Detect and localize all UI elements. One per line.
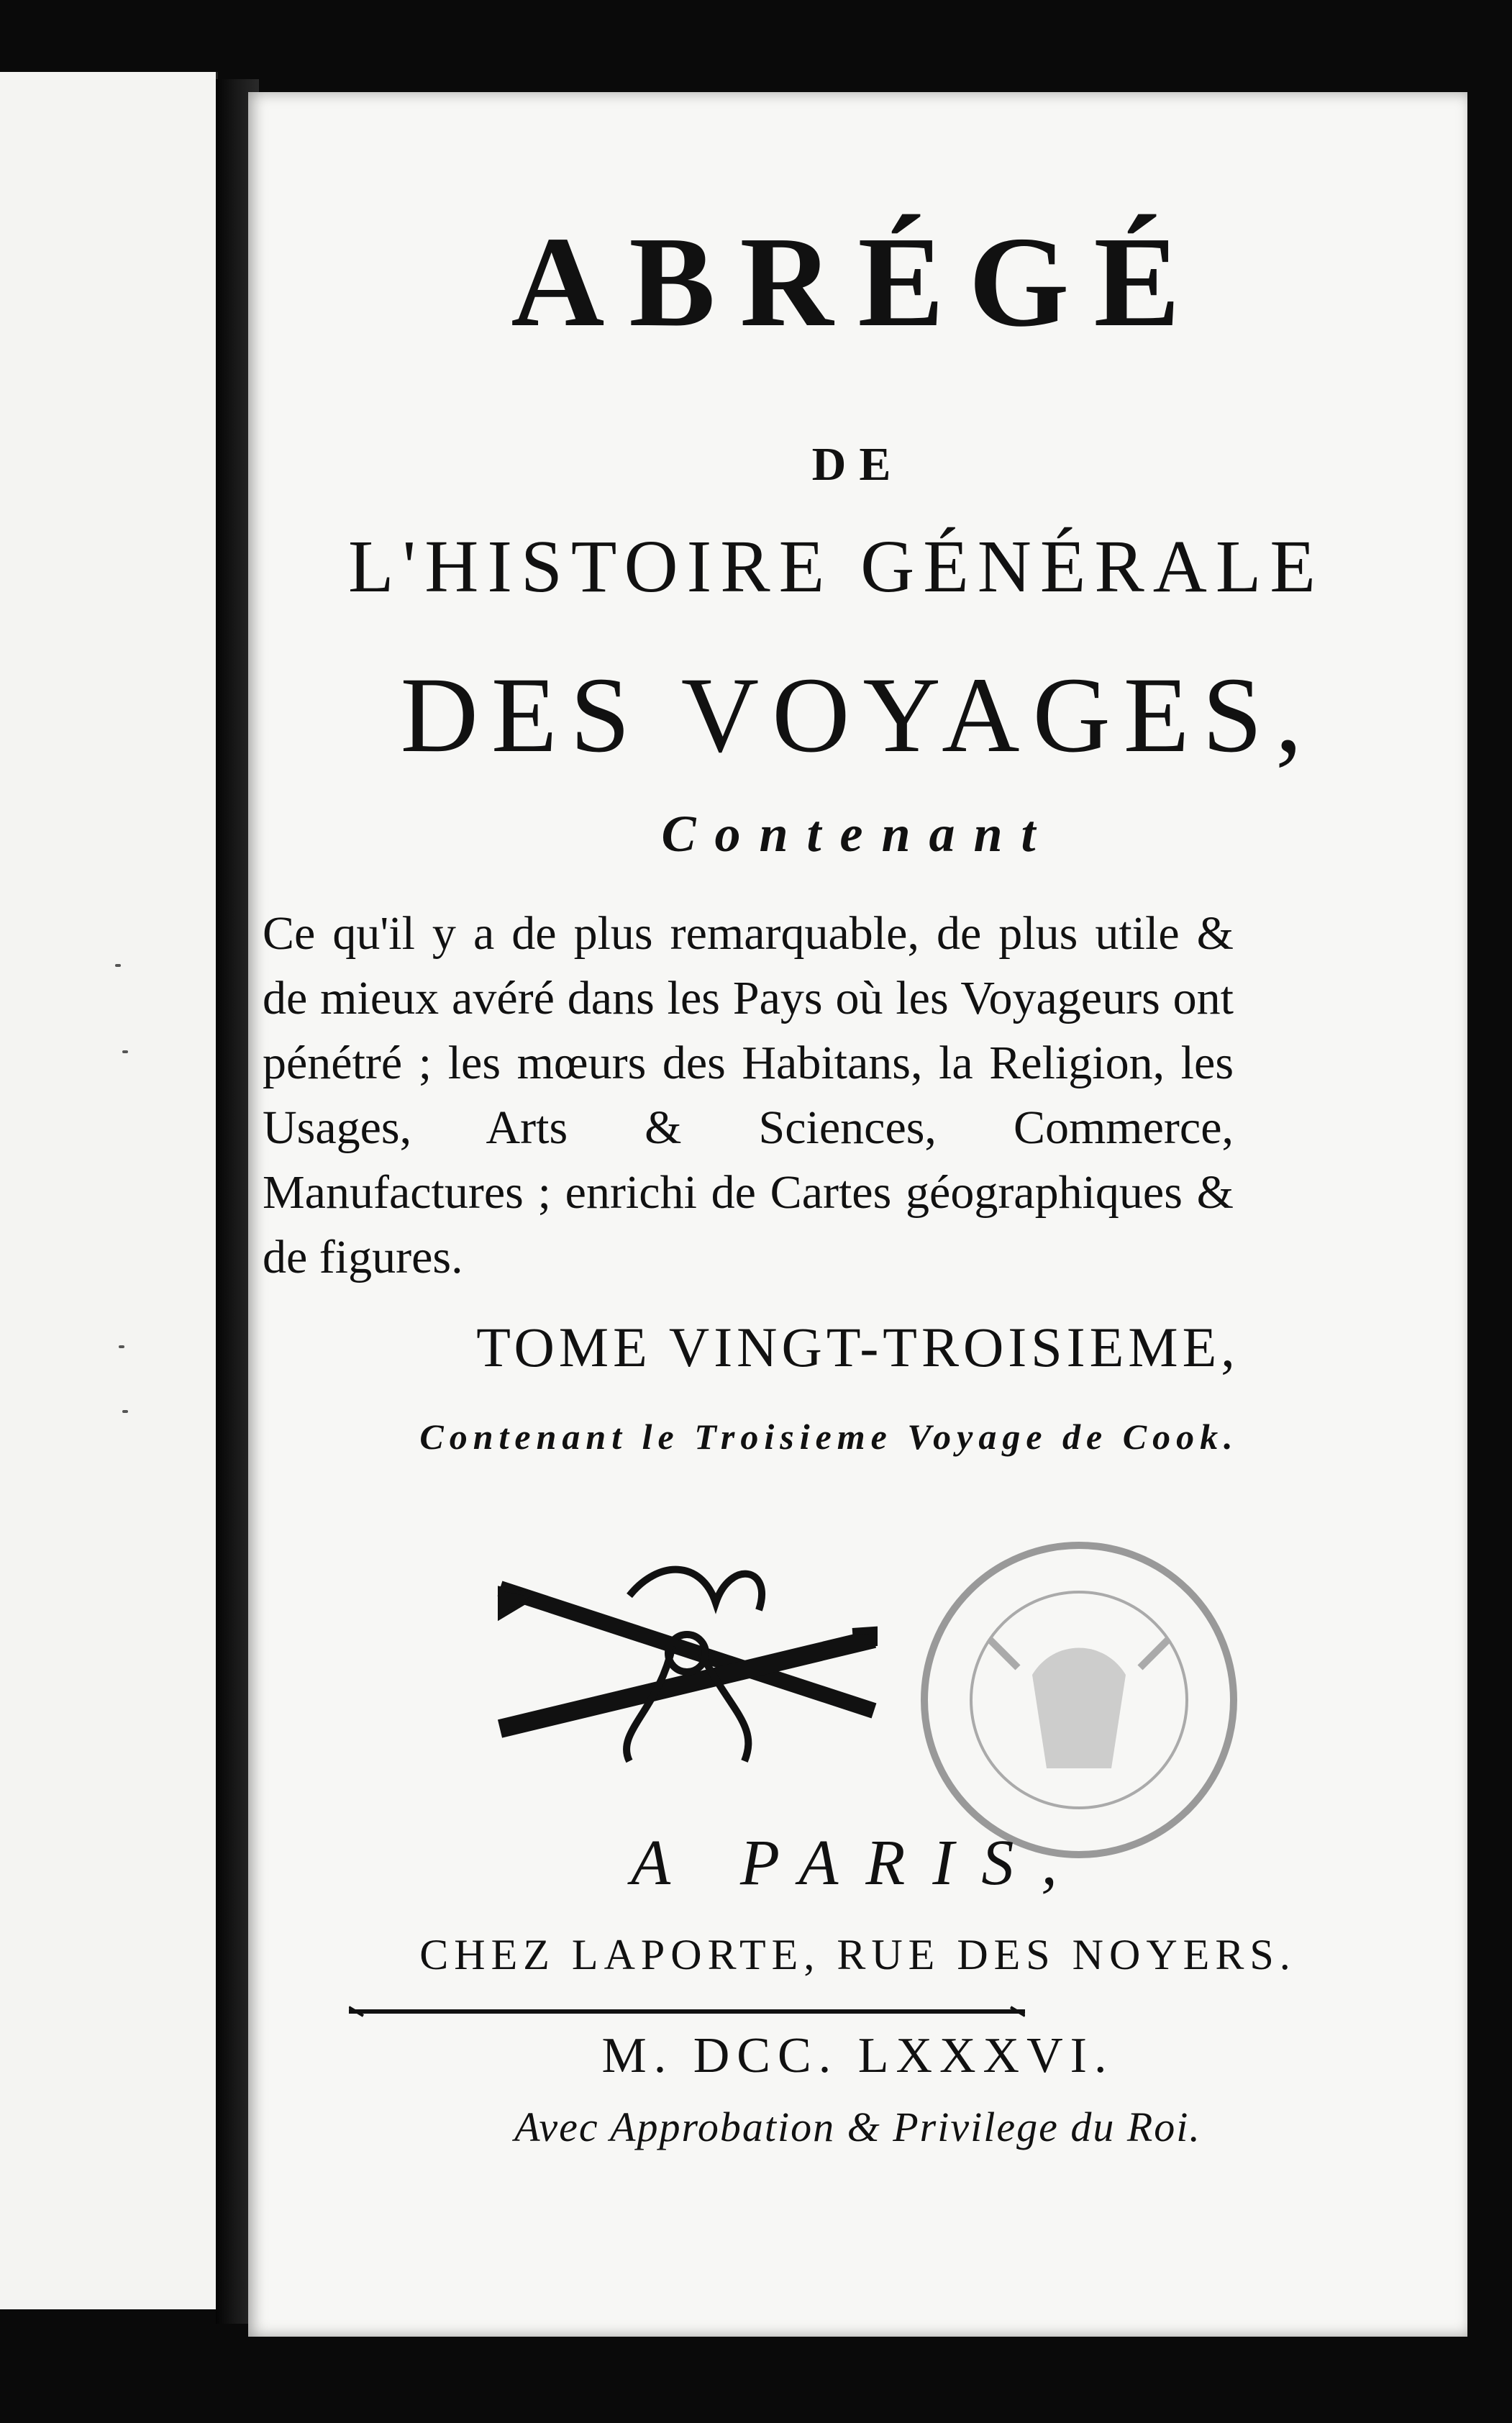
description-paragraph: Ce qu'il y a de plus remarquable, de plus utile & de mieux avéré dans les Pays où les Voyageurs ont pénétré ; les mœurs des Habitans, la Religion, les Usages, Arts & Sciences, Commerce, Manufactures ; enrichi de Cartes géographiques & de figures. <box>263 907 1234 1283</box>
ornamental-rule <box>349 2004 1025 2019</box>
musical-instruments-ornament <box>471 1545 903 1790</box>
publisher-line: CHEZ LAPORTE, RUE DES NOYERS. <box>419 1931 1296 1978</box>
title-histoire-generale: L'HISTOIRE GÉNÉRALE <box>348 525 1324 608</box>
privilege-line: Avec Approbation & Privilege du Roi. <box>514 2104 1201 2150</box>
tome-heading: TOME VINGT-TROISIEME, <box>476 1316 1239 1378</box>
title-abrege: ABRÉGÉ <box>511 210 1205 353</box>
contenant-heading: Contenant <box>661 805 1055 863</box>
city-line: A PARIS, <box>631 1827 1085 1899</box>
ink-speck <box>119 1345 124 1348</box>
title-de: DE <box>811 438 904 491</box>
ink-speck <box>122 1050 128 1053</box>
publication-year: M. DCC. LXXXVI. <box>601 2028 1114 2083</box>
tome-subtitle: Contenant le Troisieme Voyage de Cook. <box>419 1417 1239 1457</box>
ink-speck <box>122 1410 128 1413</box>
facing-page <box>0 72 218 2309</box>
scan-border <box>1467 108 1512 2423</box>
library-stamp <box>910 1531 1248 1869</box>
title-page <box>248 92 1467 2337</box>
title-des-voyages: DES VOYAGES, <box>400 655 1316 775</box>
ink-speck <box>115 964 121 967</box>
